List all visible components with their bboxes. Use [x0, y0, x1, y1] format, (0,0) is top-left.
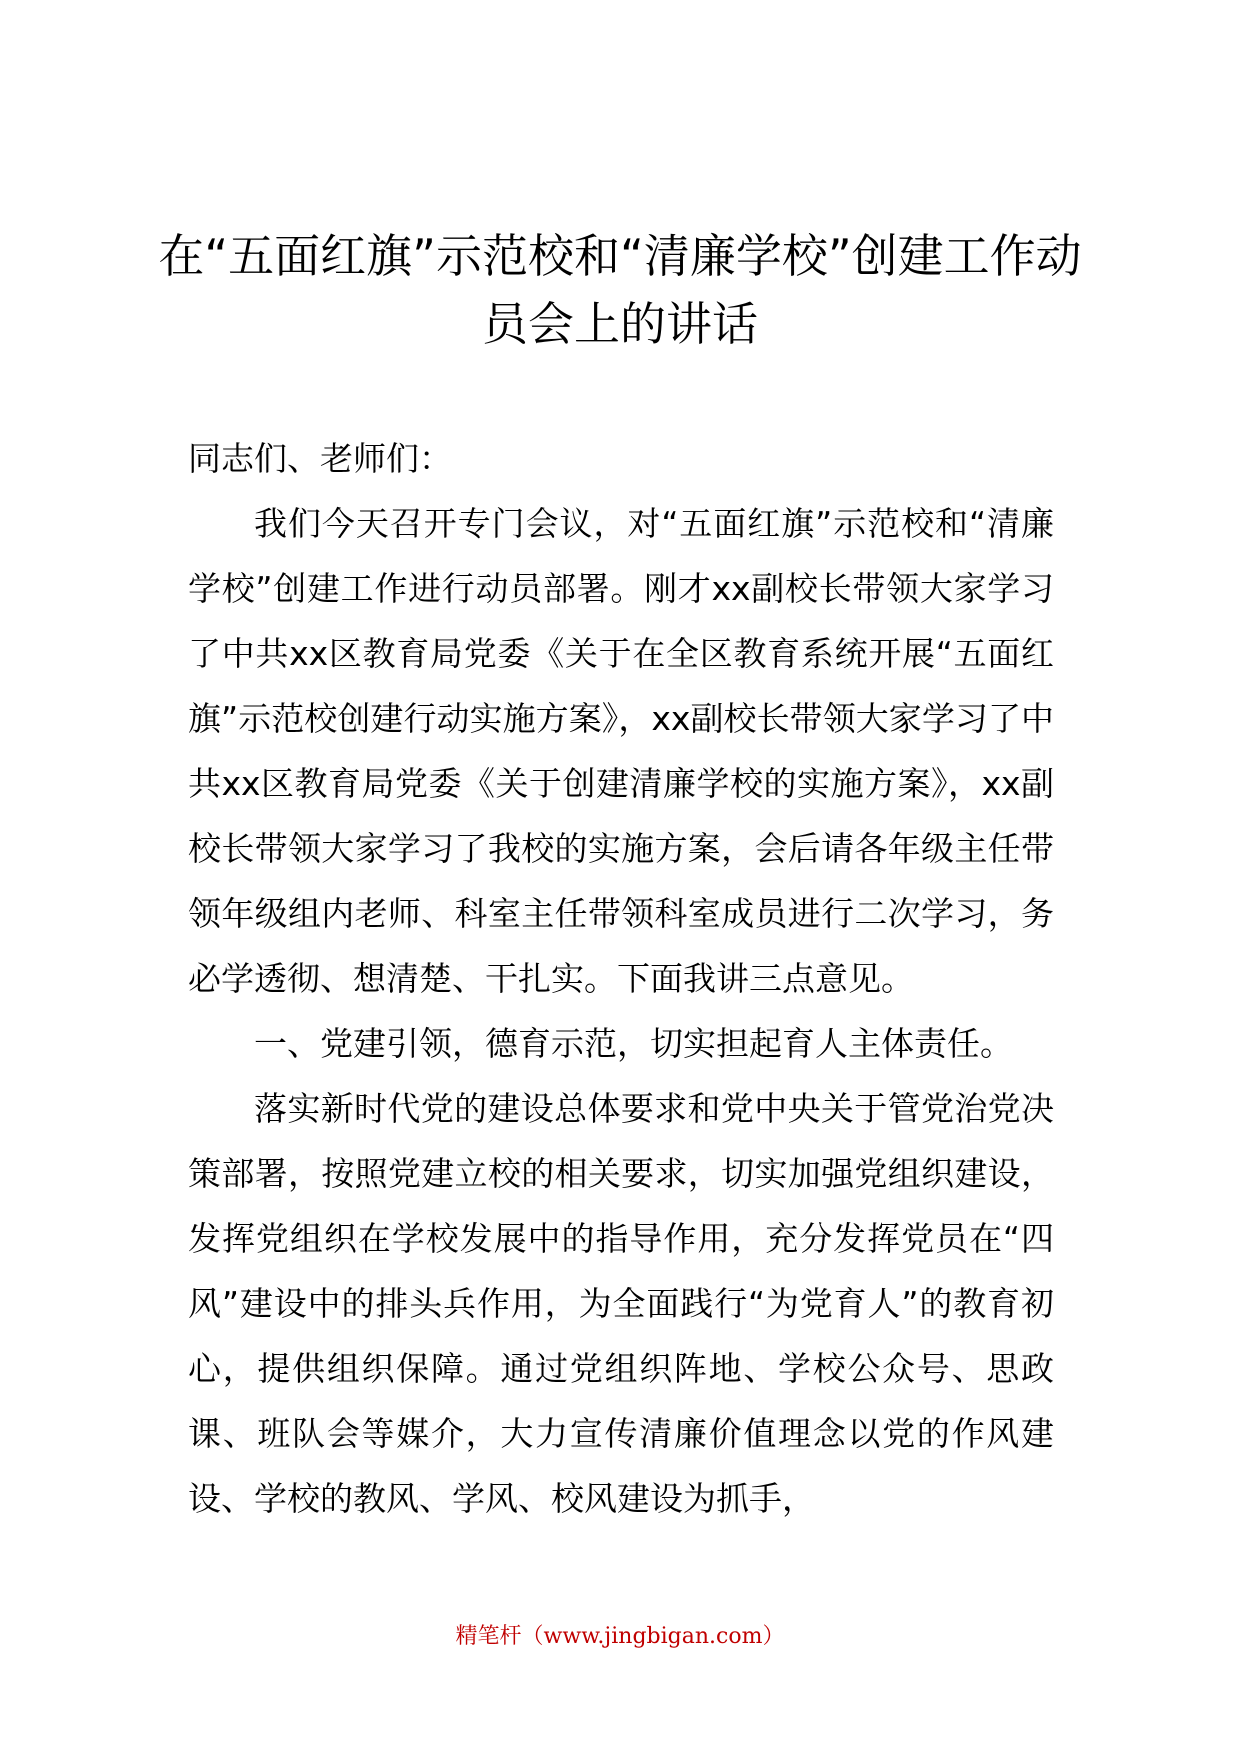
section-heading-1: 一、党建引领，德育示范，切实担起育人主体责任。 [254, 1024, 1013, 1063]
paragraph-section-1: 落实新时代党的建设总体要求和党中央关于管党治党决策部署，按照党建立校的相关要求，切实加强党组织建设，发挥党组织在学校发展中的指导作用，充分发挥党员在“四风”建设中的排头兵作用，为全面践行“为党育人”的教育初心，提供组织保障。通过党组织阵地、学校公众号、思政课、班队会等媒介，大力宣传清廉价值理念以党的作风建设、学校的教风、学风、校风建设为抓手， [188, 1089, 1054, 1518]
document-title: 在“五面红旗”示范校和“清廉学校”创建工作动员会上的讲话 [158, 229, 1082, 351]
footer-watermark: 精笔杆（www.jingbigan.com） [455, 1624, 785, 1649]
document-body [188, 426, 1054, 1531]
salutation: 同志们、老师们： [188, 439, 452, 478]
paragraph-intro: 我们今天召开专门会议，对“五面红旗”示范校和“清廉学校”创建工作进行动员部署。刚才xx副校长带领大家学习了中共xx区教育局党委《关于在全区教育系统开展“五面红旗”示范校创建行动实施方案》，xx副校长带领大家学习了中共xx区教育局党委《关于创建清廉学校的实施方案》，xx副校长带领大家学习了我校的实施方案，会后请各年级主任带领年级组内老师、科室主任带领科室成员进行二次学习，务必学透彻、想清楚、干扎实。下面我讲三点意见。 [188, 504, 1054, 998]
